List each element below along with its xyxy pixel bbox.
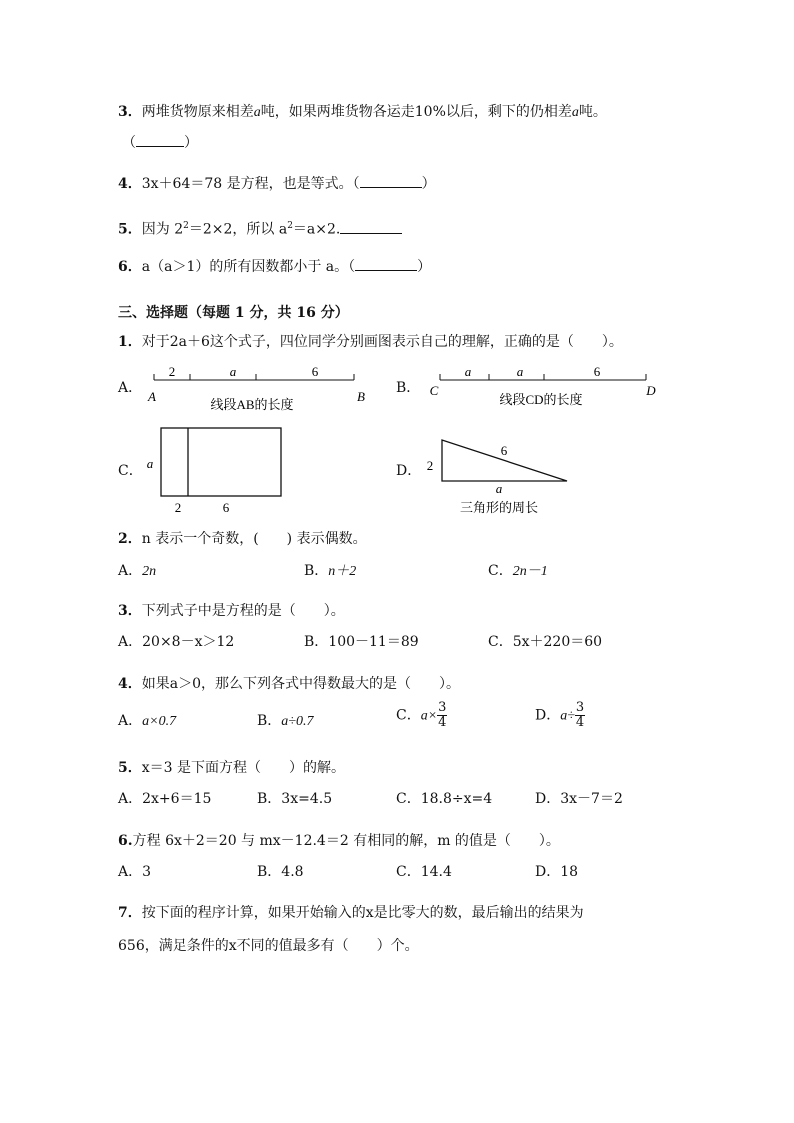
segment-label: a bbox=[464, 364, 472, 379]
rectangle bbox=[161, 428, 281, 496]
option-value: 2n bbox=[142, 564, 157, 579]
denominator: 4 bbox=[575, 715, 585, 730]
question-text: 吨，如果两堆货物各运走10%以后，剩下的仍相差 bbox=[260, 104, 572, 120]
question-text: 因为 2 bbox=[141, 221, 184, 238]
superscript: 2 bbox=[183, 221, 189, 231]
option-value: 18 bbox=[560, 864, 579, 880]
caption: 线段CD的长度 bbox=[499, 392, 583, 407]
question-text: 对于2a＋6这个式子，四位同学分别画图表示自己的理解，正确的是（ ）。 bbox=[141, 334, 623, 350]
caption: 三角形的周长 bbox=[459, 500, 539, 515]
endpoint-label: C bbox=[429, 383, 439, 398]
option-d[interactable] bbox=[535, 789, 623, 809]
answer-blank[interactable] bbox=[340, 220, 402, 234]
option-value: 2x+6＝15 bbox=[142, 791, 212, 807]
mc-question-3 bbox=[118, 601, 345, 621]
side-label: 2 bbox=[426, 458, 434, 473]
option-value: 100－11＝89 bbox=[328, 634, 419, 650]
fraction bbox=[575, 701, 585, 730]
mc-question-5 bbox=[118, 758, 345, 778]
option-value: a÷0.7 bbox=[281, 714, 314, 729]
question-text: 如果a＞0，那么下列各式中得数最大的是（ ）。 bbox=[141, 676, 461, 692]
question-number: 5． bbox=[118, 760, 142, 776]
option-value: 18.8÷x=4 bbox=[420, 791, 493, 807]
question-text: 下列式子中是方程的是（ ）。 bbox=[141, 603, 345, 619]
rectangle-diagram bbox=[140, 420, 290, 520]
option-label: C． bbox=[488, 634, 513, 650]
option-value: 2n－1 bbox=[512, 564, 548, 579]
question-number: 4． bbox=[118, 676, 142, 692]
question-number: 6. bbox=[118, 833, 133, 849]
option-a[interactable] bbox=[118, 789, 211, 809]
option-label: A． bbox=[118, 563, 143, 579]
side-label: a bbox=[146, 456, 154, 471]
answer-blank-row bbox=[122, 133, 198, 153]
option-label: B． bbox=[257, 713, 282, 729]
question-text: 3x＋64＝78 是方程，也是等式。（ bbox=[141, 176, 360, 192]
answer-blank[interactable] bbox=[355, 257, 417, 271]
option-a[interactable] bbox=[118, 862, 151, 882]
option-label: D． bbox=[535, 707, 561, 724]
segment-diagram-ab bbox=[140, 364, 380, 416]
paren-close: ） bbox=[184, 135, 198, 151]
segment-label: a bbox=[229, 364, 237, 379]
question-number: 3． bbox=[118, 104, 142, 120]
option-label: B． bbox=[257, 791, 282, 807]
numerator: 3 bbox=[575, 700, 585, 715]
option-label: A． bbox=[118, 634, 143, 650]
mc-question-4 bbox=[118, 674, 460, 694]
option-b[interactable] bbox=[257, 711, 313, 732]
question-text: x＝3 是下面方程（ ）的解。 bbox=[141, 760, 346, 776]
caption: 线段AB的长度 bbox=[210, 397, 294, 412]
side-label: a bbox=[495, 481, 503, 496]
mc-question-7 bbox=[118, 903, 584, 923]
option-value: 3 bbox=[142, 864, 152, 880]
numerator: 3 bbox=[438, 700, 447, 715]
question-number: 1． bbox=[118, 334, 142, 350]
tf-question-4 bbox=[118, 174, 436, 194]
option-label: B． bbox=[304, 563, 329, 579]
option-label: B． bbox=[257, 864, 282, 880]
bottom-label: 6 bbox=[222, 500, 230, 515]
option-value: 5x＋220＝60 bbox=[512, 634, 603, 650]
endpoint-label: A bbox=[148, 389, 156, 404]
option-label-a[interactable]: A． bbox=[118, 380, 143, 396]
mc-question-2 bbox=[118, 529, 367, 549]
option-value: 4.8 bbox=[281, 864, 304, 880]
endpoint-label: B bbox=[357, 389, 365, 404]
option-label: B． bbox=[304, 634, 329, 650]
segment-label: 2 bbox=[168, 364, 176, 379]
option-c[interactable] bbox=[488, 632, 602, 652]
segment-label: 6 bbox=[311, 364, 319, 379]
variable: a bbox=[253, 105, 261, 120]
endpoint-label: D bbox=[646, 383, 656, 398]
question-text: ＝a×2. bbox=[292, 221, 341, 238]
option-label: A． bbox=[118, 713, 143, 729]
option-a[interactable] bbox=[118, 711, 176, 732]
option-label: C． bbox=[488, 563, 513, 579]
paren-close: ） bbox=[421, 176, 436, 192]
section-title: 三、选择题（每题 1 分，共 16 分） bbox=[118, 305, 349, 321]
option-c[interactable] bbox=[488, 561, 548, 582]
tf-question-6 bbox=[118, 257, 431, 277]
option-label: D． bbox=[535, 864, 561, 880]
option-value: 20×8－x＞12 bbox=[142, 634, 235, 650]
mc-question-6 bbox=[118, 831, 560, 851]
paren-close: ） bbox=[417, 259, 432, 275]
option-label: C． bbox=[396, 864, 421, 880]
question-text: 吨。 bbox=[578, 104, 607, 120]
bottom-label: 2 bbox=[174, 500, 182, 515]
denominator: 4 bbox=[438, 715, 447, 730]
tf-question-3 bbox=[118, 102, 607, 123]
question-text: 方程 6x＋2＝20 与 mx－12.4＝2 有相同的解，m 的值是（ ）。 bbox=[132, 833, 560, 849]
option-a[interactable] bbox=[118, 561, 156, 582]
variable: a bbox=[571, 105, 579, 120]
question-number: 7． bbox=[118, 905, 142, 921]
option-label-b[interactable]: B． bbox=[396, 380, 421, 396]
option-label: A． bbox=[118, 864, 143, 880]
option-value: a×0.7 bbox=[142, 714, 177, 729]
question-text: ＝2×2，所以 a bbox=[188, 221, 288, 238]
option-d[interactable] bbox=[535, 862, 578, 882]
question-text: a（a＞1）的所有因数都小于 a。（ bbox=[141, 259, 356, 275]
option-a[interactable] bbox=[118, 632, 234, 652]
mc-question-1 bbox=[118, 332, 623, 352]
question-text: 两堆货物原来相差 bbox=[141, 104, 254, 120]
option-label: C． bbox=[396, 707, 421, 724]
option-b[interactable] bbox=[257, 862, 304, 882]
segment-label: a bbox=[516, 364, 524, 379]
option-d[interactable] bbox=[535, 701, 585, 730]
question-text: 656，满足条件的x不同的值最多有（ ）个。 bbox=[118, 938, 419, 954]
triangle-diagram bbox=[418, 432, 578, 522]
option-value: 3x－7＝2 bbox=[560, 791, 623, 807]
segment-diagram-cd bbox=[418, 364, 668, 416]
question-text: 按下面的程序计算，如果开始输入的x是比零大的数，最后输出的结果为 bbox=[141, 905, 584, 921]
answer-blank[interactable] bbox=[136, 133, 184, 147]
option-b[interactable] bbox=[257, 789, 332, 809]
mc-question-7-line-2 bbox=[118, 936, 419, 956]
question-number: 6． bbox=[118, 259, 142, 275]
option-label: D． bbox=[535, 791, 561, 807]
option-c[interactable] bbox=[396, 789, 492, 809]
option-value: 3x=4.5 bbox=[281, 791, 333, 807]
question-number: 5． bbox=[118, 221, 142, 238]
superscript: 2 bbox=[287, 221, 293, 231]
answer-blank[interactable] bbox=[360, 174, 422, 188]
question-number: 4． bbox=[118, 176, 142, 192]
question-text: n 表示一个奇数，( ) 表示偶数。 bbox=[141, 531, 367, 547]
option-value: 14.4 bbox=[420, 864, 452, 880]
option-label-c[interactable]: C． bbox=[118, 463, 143, 479]
option-value: n＋2 bbox=[328, 564, 357, 579]
question-number: 3． bbox=[118, 603, 142, 619]
option-c[interactable] bbox=[396, 701, 447, 730]
segment-label: 6 bbox=[593, 364, 601, 379]
option-b[interactable] bbox=[304, 561, 356, 582]
option-value: a× bbox=[420, 708, 438, 724]
question-number: 2． bbox=[118, 531, 142, 547]
tf-question-5 bbox=[118, 216, 402, 240]
fraction bbox=[437, 701, 447, 730]
paren-open: （ bbox=[122, 135, 136, 151]
side-label: 6 bbox=[500, 443, 508, 458]
option-label: C． bbox=[396, 791, 421, 807]
option-label-d[interactable]: D． bbox=[396, 463, 422, 479]
option-value: a÷ bbox=[560, 708, 575, 724]
option-c[interactable] bbox=[396, 862, 452, 882]
option-b[interactable] bbox=[304, 632, 419, 652]
option-label: A． bbox=[118, 791, 143, 807]
